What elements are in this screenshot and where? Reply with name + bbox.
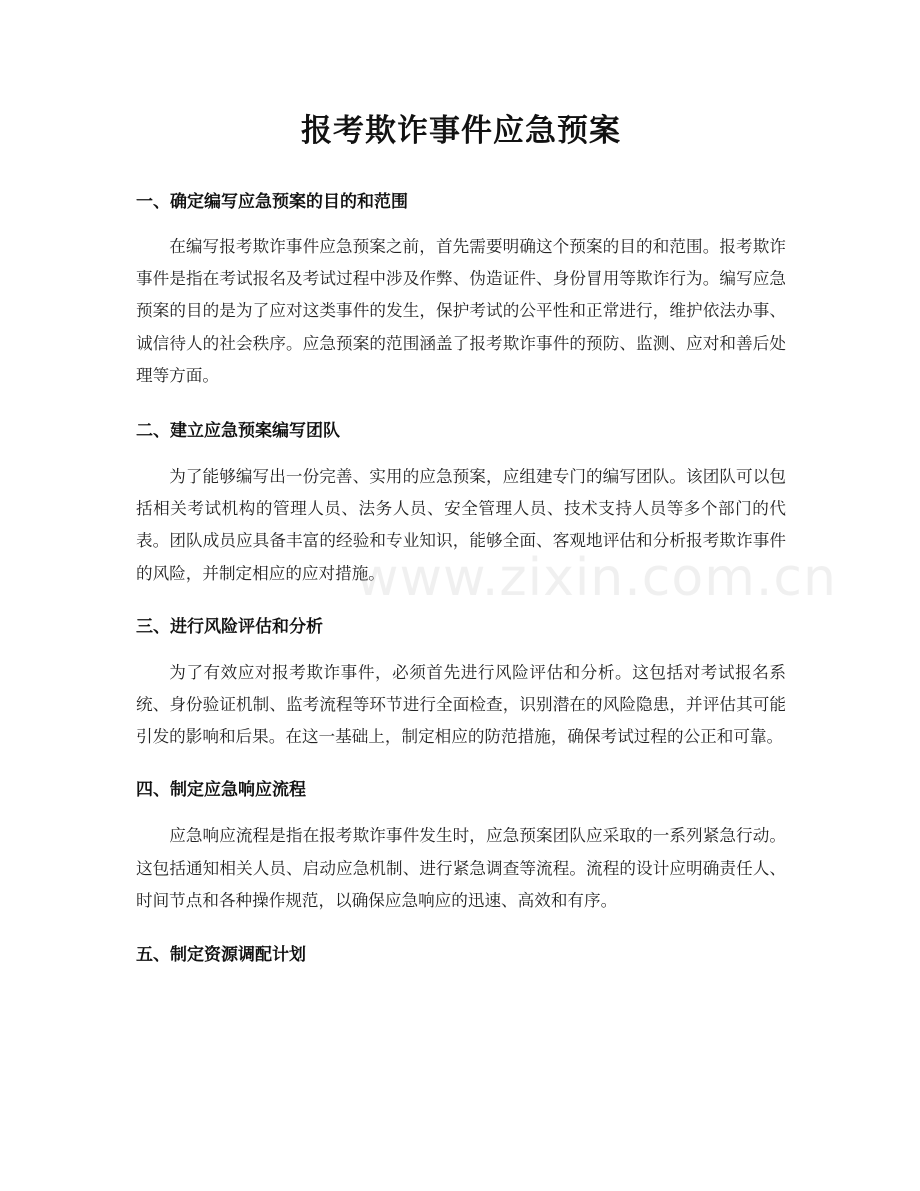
section-body-4: 应急响应流程是指在报考欺诈事件发生时，应急预案团队应采取的一系列紧急行动。这包括通知相关人员、启动应急机制、进行紧急调查等流程。流程的设计应明确责任人、时间节点和各种操作规范，以确保应急响应的迅速、高效和有序。 xyxy=(136,826,786,910)
document-page xyxy=(136,0,786,967)
section-heading-2: 二、建立应急预案编写团队 xyxy=(136,421,340,442)
section-heading-5: 五、制定资源调配计划 xyxy=(136,945,306,966)
section-heading-1: 一、确定编写应急预案的目的和范围 xyxy=(136,192,408,212)
section-body-3: 为了有效应对报考欺诈事件，必须首先进行风险评估和分析。这包括对考试报名系统、身份验证机制、监考流程等环节进行全面检查，识别潜在的风险隐患，并评估其可能引发的影响和后果。在这一基础上，制定相应的防范措施，确保考试过程的公正和可靠。 xyxy=(136,662,786,747)
watermark: www.zixin.com.cn xyxy=(356,548,837,608)
section-heading-3: 三、进行风险评估和分析 xyxy=(136,616,323,637)
section-body-2: 为了能够编写出一份完善、实用的应急预案，应组建专门的编写团队。该团队可以包括相关考试机构的管理人员、法务人员、安全管理人员、技术支持人员等多个部门的代表。团队成员应具备丰富的经验和专业知识，能够全面、客观地评估和分析报考欺诈事件的风险，并制定相应的应对措施。 xyxy=(136,467,786,583)
section-body-1: 在编写报考欺诈事件应急预案之前，首先需要明确这个预案的目的和范围。报考欺诈事件是指在考试报名及考试过程中涉及作弊、伪造证件、身份冒用等欺诈行为。编写应急预案的目的是为了应对这类事件的发生，保护考试的公平性和正常进行，维护依法办事、诚信待人的社会秩序。应急预案的范围涵盖了报考欺诈事件的预防、监测、应对和善后处理等方面。 xyxy=(136,237,786,385)
section-heading-4: 四、制定应急响应流程 xyxy=(136,780,306,801)
document-title: 报考欺诈事件应急预案 xyxy=(301,113,621,149)
